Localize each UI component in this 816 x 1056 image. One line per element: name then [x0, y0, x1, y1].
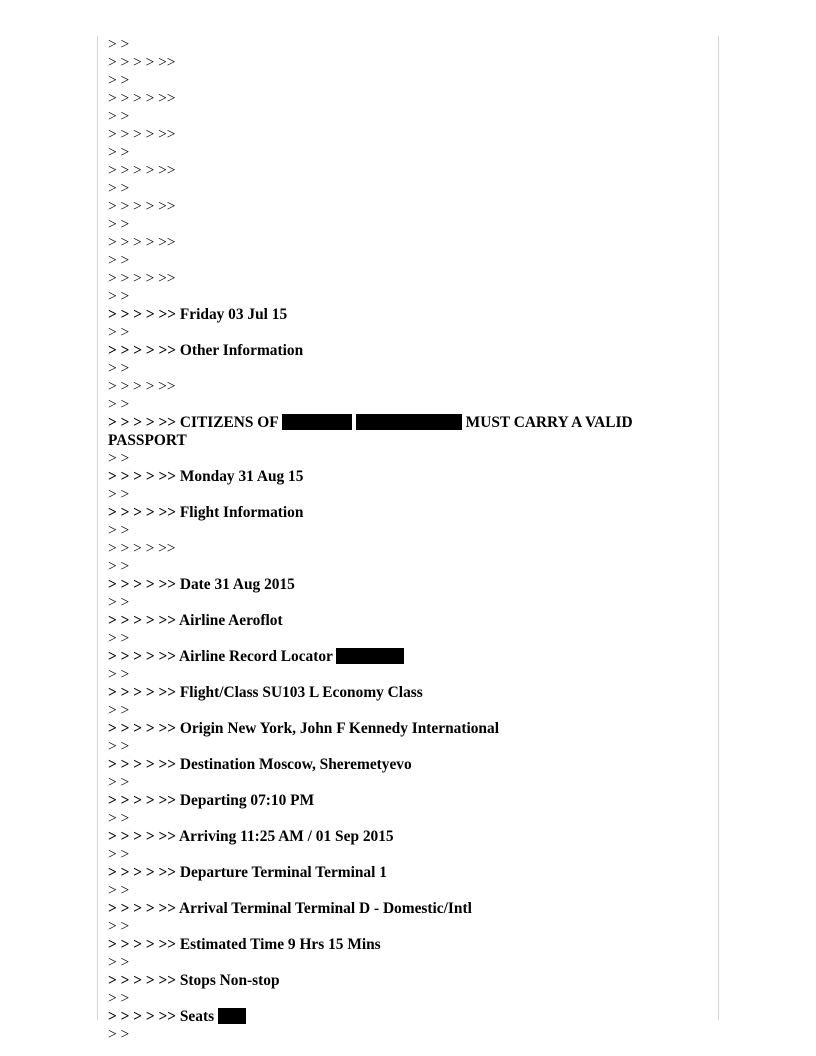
quote-marker-line: [108, 396, 708, 414]
quote-prefix: > >: [108, 450, 130, 467]
flight-detail-line: [108, 828, 708, 846]
quote-prefix: > > > > >>: [108, 684, 177, 701]
quote-prefix: > > > > >>: [108, 342, 177, 359]
quote-prefix: > > > > >>: [108, 378, 176, 395]
quote-prefix: > >: [108, 252, 130, 269]
quote-marker-line: [108, 486, 708, 504]
quote-marker-line: [108, 522, 708, 540]
quote-prefix: > > > > >>: [108, 936, 177, 953]
quote-marker-line: [108, 630, 708, 648]
quote-prefix: > > > > >>: [108, 162, 176, 179]
flight-class: Flight/Class SU103 L Economy Class: [179, 684, 423, 701]
stops: Stops Non-stop: [179, 972, 280, 989]
quote-prefix: > > > > >>: [108, 198, 176, 215]
airline: Airline Aeroflot: [179, 612, 283, 629]
flight-detail-line: [108, 900, 708, 918]
quote-prefix: > >: [108, 486, 130, 503]
quote-prefix: > >: [108, 954, 130, 971]
quote-marker-line: [108, 252, 708, 270]
quote-prefix: > > > > >>: [108, 54, 176, 71]
quote-prefix: > > > > >>: [108, 468, 177, 485]
quote-marker-line: [108, 144, 708, 162]
quote-prefix: > >: [108, 882, 130, 899]
section-heading-line: [108, 504, 708, 522]
quote-marker-line: [108, 954, 708, 972]
quote-prefix: > >: [108, 108, 130, 125]
quote-prefix: > > > > >>: [108, 504, 177, 521]
destination: Destination Moscow, Sheremetyevo: [179, 756, 412, 773]
seats-label: Seats: [179, 1008, 215, 1025]
quote-prefix: > > > > >>: [108, 1008, 177, 1025]
quote-marker-line: [108, 702, 708, 720]
quote-marker-line: [108, 558, 708, 576]
quote-prefix: > >: [108, 180, 130, 197]
quote-prefix: > >: [108, 324, 130, 341]
quote-marker-line: [108, 594, 708, 612]
quote-marker-line: [108, 126, 708, 144]
departing: Departing 07:10 PM: [179, 792, 315, 809]
quote-marker-line: [108, 216, 708, 234]
origin: Origin New York, John F Kennedy International: [179, 720, 499, 737]
quote-prefix: > > > > >>: [108, 612, 177, 629]
quote-prefix: > >: [108, 360, 130, 377]
quote-marker-line: [108, 540, 708, 558]
quote-marker-line: [108, 360, 708, 378]
quote-prefix: > >: [108, 522, 130, 539]
quote-marker-line: [108, 810, 708, 828]
flight-detail-line: [108, 684, 708, 702]
date-heading-line: [108, 468, 708, 486]
quote-prefix: > >: [108, 288, 130, 305]
quote-marker-line: [108, 180, 708, 198]
quote-marker-line: [108, 324, 708, 342]
other-information-heading: Other Information: [179, 342, 304, 359]
flight-detail-line: [108, 720, 708, 738]
quote-marker-line: [108, 990, 708, 1008]
quote-prefix: > > > > >>: [108, 828, 177, 845]
quote-prefix: > >: [108, 594, 130, 611]
redaction-block: [218, 1008, 246, 1024]
quote-marker-line: [108, 198, 708, 216]
quote-prefix: > >: [108, 72, 130, 89]
quote-prefix: > >: [108, 396, 130, 413]
quote-prefix: > > > > >>: [108, 720, 177, 737]
redaction-block: [356, 414, 462, 430]
quote-prefix: > > > > >>: [108, 234, 176, 251]
must-carry-text: MUST CARRY A VALID: [465, 414, 633, 431]
quote-marker-line: [108, 90, 708, 108]
redaction-block: [282, 414, 352, 430]
quote-prefix: > >: [108, 990, 130, 1007]
flight-detail-line: [108, 864, 708, 882]
quote-marker-line: [108, 108, 708, 126]
quote-marker-line: [108, 774, 708, 792]
quote-marker-line: [108, 162, 708, 180]
quote-marker-line: [108, 54, 708, 72]
quote-prefix: > > > > >>: [108, 90, 176, 107]
quote-prefix: > > > > >>: [108, 864, 177, 881]
quote-marker-line: [108, 738, 708, 756]
quote-prefix: > >: [108, 846, 130, 863]
quote-prefix: > >: [108, 702, 130, 719]
quote-prefix: > > > > >>: [108, 414, 177, 431]
quote-prefix: > >: [108, 216, 130, 233]
flight-detail-line: [108, 936, 708, 954]
quote-prefix: > > > > >>: [108, 270, 176, 287]
quote-prefix: > > > > >>: [108, 306, 177, 323]
quote-marker-line: [108, 666, 708, 684]
date-heading-line: [108, 306, 708, 324]
quote-marker-line: [108, 882, 708, 900]
quote-prefix: > > > > >>: [108, 648, 177, 665]
quote-marker-line: [108, 918, 708, 936]
quote-marker-line: [108, 234, 708, 252]
quote-prefix: > > > > >>: [108, 126, 176, 143]
quote-prefix: > >: [108, 738, 130, 755]
quote-prefix: > > > > >>: [108, 540, 176, 557]
quote-marker-line: [108, 450, 708, 468]
arrival-terminal: Arrival Terminal Terminal D - Domestic/Intl: [179, 900, 472, 917]
redaction-block: [336, 648, 404, 664]
flight-information-heading: Flight Information: [179, 504, 304, 521]
quote-marker-line: [108, 846, 708, 864]
quote-prefix: > > > > >>: [108, 576, 177, 593]
date-heading: Friday 03 Jul 15: [179, 306, 288, 323]
quote-prefix: > >: [108, 1026, 130, 1043]
flight-detail-line: [108, 756, 708, 774]
flight-date: Date 31 Aug 2015: [179, 576, 295, 593]
quote-prefix: > > > > >>: [108, 972, 177, 989]
quote-marker-line: [108, 1026, 708, 1044]
record-locator-label: Airline Record Locator: [179, 648, 333, 665]
quote-marker-line: [108, 288, 708, 306]
quote-prefix: > >: [108, 918, 130, 935]
quote-prefix: > >: [108, 630, 130, 647]
quote-prefix: > > > > >>: [108, 792, 177, 809]
quote-marker-line: [108, 36, 708, 54]
quote-prefix: > >: [108, 810, 130, 827]
flight-detail-line: [108, 612, 708, 630]
quote-marker-line: [108, 378, 708, 396]
quote-prefix: > > > > >>: [108, 900, 177, 917]
flight-detail-line: [108, 792, 708, 810]
email-body: [108, 36, 708, 1044]
quote-marker-line: [108, 270, 708, 288]
citizens-of-text: CITIZENS OF: [179, 414, 279, 431]
quote-prefix: > >: [108, 666, 130, 683]
quote-prefix: > >: [108, 144, 130, 161]
passport-notice-line: [108, 414, 708, 450]
arriving: Arriving 11:25 AM / 01 Sep 2015: [179, 828, 394, 845]
estimated-time: Estimated Time 9 Hrs 15 Mins: [179, 936, 381, 953]
flight-detail-line: [108, 972, 708, 990]
section-heading-line: [108, 342, 708, 360]
departure-terminal: Departure Terminal Terminal 1: [179, 864, 387, 881]
quote-prefix: > >: [108, 36, 130, 53]
quote-prefix: > >: [108, 774, 130, 791]
flight-detail-line: [108, 1008, 708, 1026]
quote-prefix: > > > > >>: [108, 756, 177, 773]
date-heading: Monday 31 Aug 15: [179, 468, 304, 485]
quote-marker-line: [108, 72, 708, 90]
passport-text: PASSPORT: [108, 432, 187, 449]
flight-detail-line: [108, 576, 708, 594]
quote-prefix: > >: [108, 558, 130, 575]
flight-detail-line: [108, 648, 708, 666]
